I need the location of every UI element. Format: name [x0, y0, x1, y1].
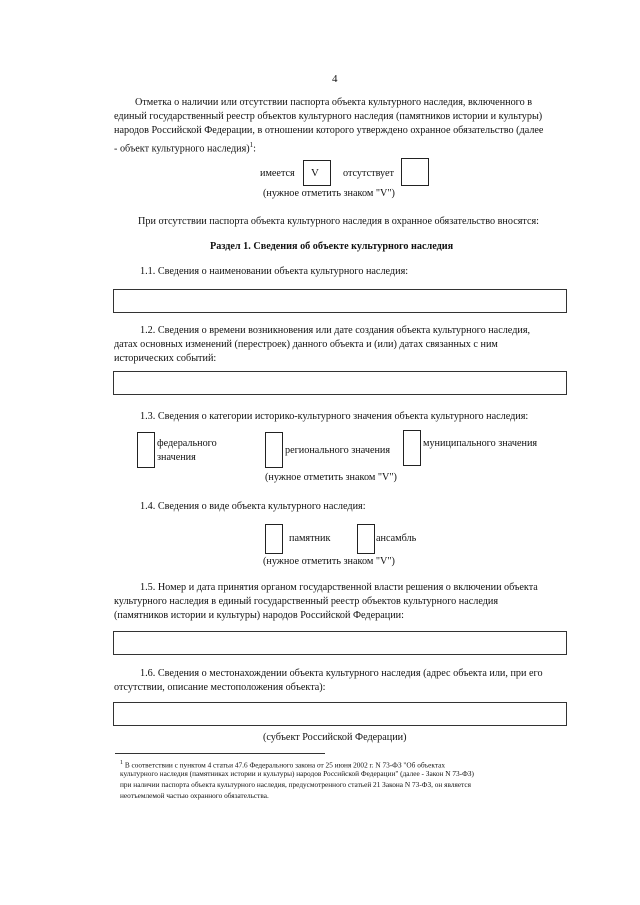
s13-note: (нужное отметить знаком "V")	[265, 472, 397, 483]
section-1-title: Раздел 1. Сведения об объекте культурного наследия	[210, 241, 454, 252]
intro-line-3: народов Российской Федерации, в отношении которого утверждено охранное обязательство (далее	[114, 125, 544, 136]
s11-label: 1.1. Сведения о наименовании объекта культурного наследия:	[140, 266, 409, 277]
s16-line-2: отсутствии, описание местоположения объекта):	[114, 682, 326, 693]
footnote-separator	[115, 753, 325, 754]
s13-municipal-label: муниципального значения	[423, 438, 538, 449]
footnote-reference[interactable]: 1	[249, 141, 254, 149]
s13-federal-line-2: значения	[157, 452, 196, 463]
s14-monument-checkbox[interactable]	[265, 524, 283, 554]
s16-line-1: 1.6. Сведения о местонахождении объекта культурного наследия (адрес объекта или, при его	[140, 668, 543, 679]
s13-label: 1.3. Сведения о категории историко-культурного значения объекта культурного наследия:	[140, 411, 529, 422]
intro-line-2: единый государственный реестр объектов культурного наследия (памятников истории и культуры)	[114, 111, 543, 122]
s12-line-3: исторических событий:	[114, 353, 217, 364]
s13-regional-label: регионального значения	[285, 445, 391, 456]
s12-line-2: датах основных изменений (перестроек) данного объекта и (или) датах связанных с ним	[114, 339, 498, 350]
absence-text: При отсутствии паспорта объекта культурного наследия в охранное обязательство вносятся:	[138, 216, 540, 227]
intro-line-4-colon: :	[253, 143, 256, 155]
page-number: 4	[332, 73, 338, 85]
s13-federal-line-1: федерального	[157, 438, 217, 449]
passport-absent-checkbox[interactable]	[401, 158, 429, 186]
s13-federal-checkbox[interactable]	[137, 432, 155, 468]
s14-label: 1.4. Сведения о виде объекта культурного наследия:	[140, 501, 366, 512]
s16-field[interactable]	[113, 702, 567, 726]
s14-ensemble-label: ансамбль	[376, 533, 417, 544]
s12-line-1: 1.2. Сведения о времени возникновения или дате создания объекта культурного наследия,	[140, 325, 531, 336]
passport-note: (нужное отметить знаком "V")	[263, 188, 395, 199]
s15-line-3: (памятников истории и культуры) народов Российской Федерации:	[114, 610, 404, 621]
s16-caption: (субъект Российской Федерации)	[263, 732, 407, 743]
passport-has-checkbox[interactable]	[303, 160, 331, 186]
s14-monument-label: памятник	[289, 533, 331, 544]
s11-field[interactable]	[113, 289, 567, 313]
s15-field[interactable]	[113, 631, 567, 655]
s15-line-1: 1.5. Номер и дата принятия органом государственной власти решения о включении объекта	[140, 582, 538, 593]
s13-regional-checkbox[interactable]	[265, 432, 283, 468]
passport-absent-label: отсутствует	[343, 168, 394, 179]
s12-field[interactable]	[113, 371, 567, 395]
passport-has-mark: V	[311, 167, 319, 179]
footnote-line-1-text: В соответствии с пунктом 4 статьи 47.6 Федерального закона от 25 июня 2002 г. N 73-ФЗ "Об объектах	[124, 760, 446, 770]
s13-municipal-checkbox[interactable]	[403, 430, 421, 466]
footnote-mark: 1	[120, 760, 123, 766]
s14-ensemble-checkbox[interactable]	[357, 524, 375, 554]
footnote-line-3: при наличии паспорта объекта культурного наследия, предусмотренного статьей 21 Закона N 73-ФЗ, он является	[120, 780, 471, 789]
passport-has-label: имеется	[260, 168, 295, 179]
intro-line-1: Отметка о наличии или отсутствии паспорта объекта культурного наследия, включенного в	[135, 97, 533, 108]
intro-line-4	[114, 138, 256, 156]
s15-line-2: культурного наследия в единый государственный реестр объектов культурного наследия	[114, 596, 499, 607]
footnote-line-4: неотъемлемой частью охранного обязательства.	[120, 791, 269, 800]
footnote-line-2: культурного наследия (памятниках истории и культуры) народов Российской Федерации" (далее - Закон N 73-ФЗ)	[120, 769, 474, 778]
intro-line-4-text: - объект культурного наследия)	[114, 143, 250, 155]
s14-note: (нужное отметить знаком "V")	[263, 556, 395, 567]
